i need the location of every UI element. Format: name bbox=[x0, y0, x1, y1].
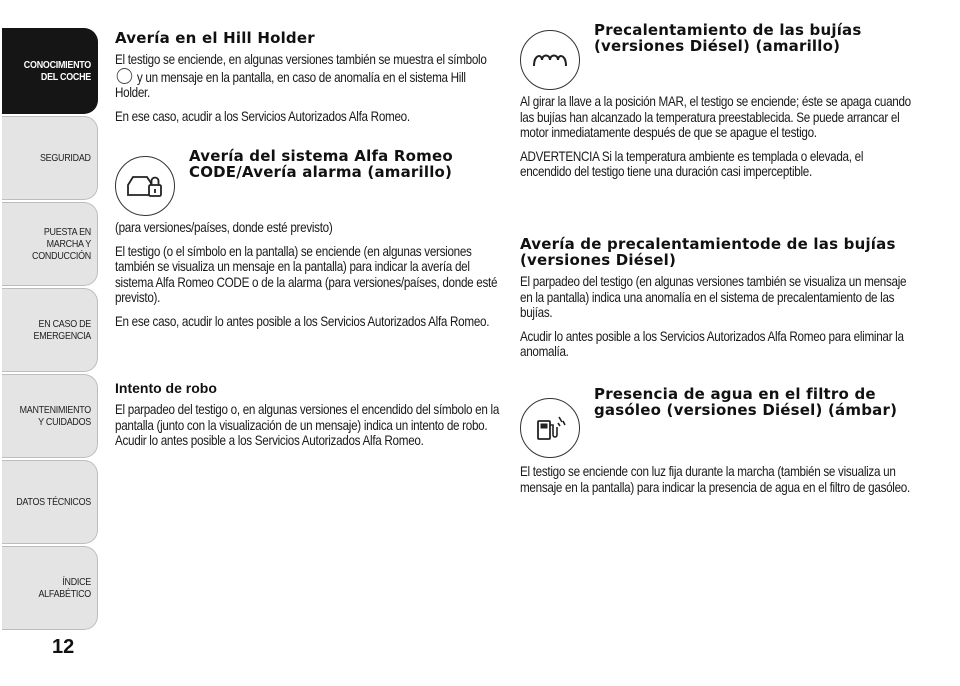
icon-heading-block bbox=[115, 148, 500, 220]
hill-holder-icon bbox=[117, 68, 132, 84]
tab-label: SEGURIDAD bbox=[40, 152, 91, 164]
section-alfa-code bbox=[115, 148, 500, 337]
section-averia-precalentamiento bbox=[520, 236, 915, 368]
icon-heading-block bbox=[520, 386, 915, 464]
section-title: Avería en el Hill Holder bbox=[115, 29, 315, 47]
tab-label: ÍNDICE ALFABÉTICO bbox=[38, 576, 91, 600]
tab-label: DATOS TÉCNICOS bbox=[16, 496, 91, 508]
paragraph-part: y un mensaje en la pantalla, en caso de anomalía en el sistema Hill Holder. bbox=[115, 69, 466, 100]
section-intento-robo bbox=[115, 380, 500, 457]
paragraph: El testigo se enciende con luz fija durante la marcha (también se visualiza un mensaje en la pantalla) para indicar la presencia de agua en el filtro de gasóleo. bbox=[520, 464, 910, 495]
tab-puesta-en-marcha[interactable] bbox=[2, 202, 98, 286]
section-precalentamiento bbox=[520, 22, 915, 188]
section-title: Avería de precalentamientode de las bujías (versiones Diésel) bbox=[520, 235, 896, 269]
tab-mantenimiento[interactable] bbox=[2, 374, 98, 458]
paragraph: En ese caso, acudir a los Servicios Autorizados Alfa Romeo. bbox=[115, 108, 410, 124]
tab-seguridad[interactable] bbox=[2, 116, 98, 200]
icon-heading-block bbox=[520, 22, 915, 94]
section-agua-filtro bbox=[520, 386, 915, 503]
paragraph: Al girar la llave a la posición MAR, el testigo se enciende; éste se apaga cuando las bujías han alcanzado la temperatura preestablecida. Se puede arrancar el motor inmediatamente después de que se apague el testigo. bbox=[520, 94, 911, 140]
tab-label: EN CASO DE EMERGENCIA bbox=[33, 318, 91, 342]
tab-label: CONOCIMIENTO DEL COCHE bbox=[23, 59, 92, 83]
glow-plug-icon bbox=[520, 30, 580, 90]
paragraph: Acudir lo antes posible a los Servicios Autorizados Alfa Romeo para eliminar la anomalía. bbox=[520, 328, 904, 359]
tab-conocimiento-del-coche[interactable] bbox=[2, 28, 98, 114]
tab-en-caso-de-emergencia[interactable] bbox=[2, 288, 98, 372]
paragraph: El parpadeo del testigo (en algunas versiones también se visualiza un mensaje en la pantalla) indica una anomalía en el sistema de precalentamiento de las bujías. bbox=[520, 274, 907, 320]
tab-label: MANTENIMIENTO Y CUIDADOS bbox=[19, 404, 91, 428]
paragraph: ADVERTENCIA Si la temperatura ambiente es templada o elevada, el encendido del testigo tiene una duración casi imperceptible. bbox=[520, 148, 864, 179]
paragraph: El parpadeo del testigo o, en algunas versiones el encendido del símbolo en la pantalla (junto con la visualización de un mensaje) indica un intento de robo. Acudir lo antes posible a los Servicios Autorizados Alfa Romeo. bbox=[115, 402, 500, 448]
section-title: Avería del sistema Alfa Romeo CODE/Avería alarma (amarillo) bbox=[189, 147, 453, 181]
fuel-water-icon bbox=[520, 398, 580, 458]
section-hill-holder bbox=[115, 30, 500, 132]
subsection-title: Intento de robo bbox=[115, 380, 217, 396]
paragraph: El testigo (o el símbolo en la pantalla) se enciende (en algunas versiones también se visualiza un mensaje en la pantalla) para indicar la avería del sistema Alfa Romeo CODE o de la alarma (para versiones/países, donde esté previsto). bbox=[115, 243, 498, 305]
car-lock-icon bbox=[115, 156, 175, 216]
paragraph-part: El testigo se enciende, en algunas versiones también se muestra el símbolo bbox=[115, 52, 487, 67]
paragraph: (para versiones/países, donde esté previsto) bbox=[115, 220, 333, 235]
tab-label: PUESTA EN MARCHA Y CONDUCCIÓN bbox=[32, 226, 91, 262]
tab-datos-tecnicos[interactable] bbox=[2, 460, 98, 544]
tab-indice-alfabetico[interactable] bbox=[2, 546, 98, 630]
paragraph bbox=[115, 52, 499, 101]
section-title: Precalentamiento de las bujías (versiones Diésel) (amarillo) bbox=[594, 21, 862, 55]
page-number: 12 bbox=[52, 636, 75, 658]
section-title: Presencia de agua en el filtro de gasóleo (versiones Diésel) (ámbar) bbox=[594, 385, 898, 419]
paragraph: En ese caso, acudir lo antes posible a los Servicios Autorizados Alfa Romeo. bbox=[115, 313, 490, 329]
